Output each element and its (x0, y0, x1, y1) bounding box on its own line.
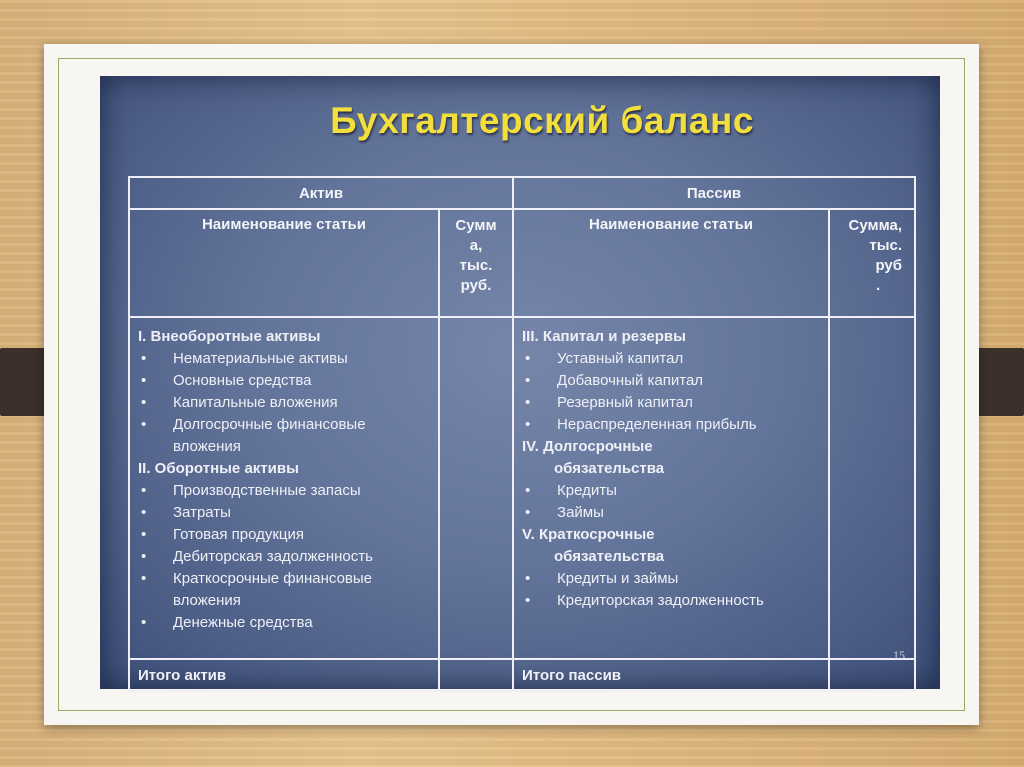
aktiv-header: Актив (129, 177, 513, 209)
total-passiv-value (829, 659, 915, 691)
passiv-header: Пассив (513, 177, 915, 209)
section-title-cont: обязательства (554, 460, 665, 477)
aktiv-sum-header: Сумм а, тыс. руб. (439, 209, 513, 317)
list-item: • Долгосрочные финансовые вложения (141, 416, 366, 455)
list-item: • Кредиты (525, 482, 617, 499)
passiv-name-header: Наименование статьи (513, 209, 829, 317)
list-item: • Уставный капитал (525, 350, 684, 367)
passiv-items-cell (513, 317, 829, 659)
section-title: IV. Долгосрочные (522, 438, 653, 455)
section-title: III. Капитал и резервы (522, 328, 686, 345)
list-item: • Нематериальные активы (141, 350, 348, 367)
list-item: • Добавочный капитал (525, 372, 704, 389)
aktiv-name-header: Наименование статьи (129, 209, 439, 317)
aktiv-items-cell (129, 317, 439, 659)
list-item: • Денежные средства (141, 614, 313, 631)
list-item: • Кредиторская задолженность (525, 592, 764, 609)
section-title: II. Оборотные активы (138, 460, 299, 477)
list-item: • Капитальные вложения (141, 394, 338, 411)
list-item: • Краткосрочные финансовые вложения (141, 570, 373, 609)
passiv-sum-cell (829, 317, 915, 659)
total-aktiv-value (439, 659, 513, 691)
aktiv-sum-cell (439, 317, 513, 659)
passiv-sum-header: Сумма, тыс. руб . (829, 209, 915, 317)
total-aktiv-label: Итого актив (129, 659, 439, 691)
page-title: Бухгалтерский баланс (330, 100, 754, 141)
page-number: 15 (893, 648, 905, 662)
list-item: • Основные средства (141, 372, 312, 389)
balance-table (128, 176, 916, 692)
section-title-cont: обязательства (554, 548, 665, 565)
total-passiv-label: Итого пассив (513, 659, 829, 691)
section-title: I. Внеоборотные активы (138, 328, 321, 345)
list-item: • Производственные запасы (141, 482, 361, 499)
section-title: V. Краткосрочные (522, 526, 655, 543)
list-item: • Затраты (141, 504, 231, 521)
list-item: • Нераспределенная прибыль (525, 416, 757, 433)
list-item: • Готовая продукция (141, 526, 304, 543)
list-item: • Кредиты и займы (525, 570, 679, 587)
list-item: • Займы (525, 504, 604, 521)
list-item: • Дебиторская задолженность (141, 548, 373, 565)
list-item: • Резервный капитал (525, 394, 693, 411)
